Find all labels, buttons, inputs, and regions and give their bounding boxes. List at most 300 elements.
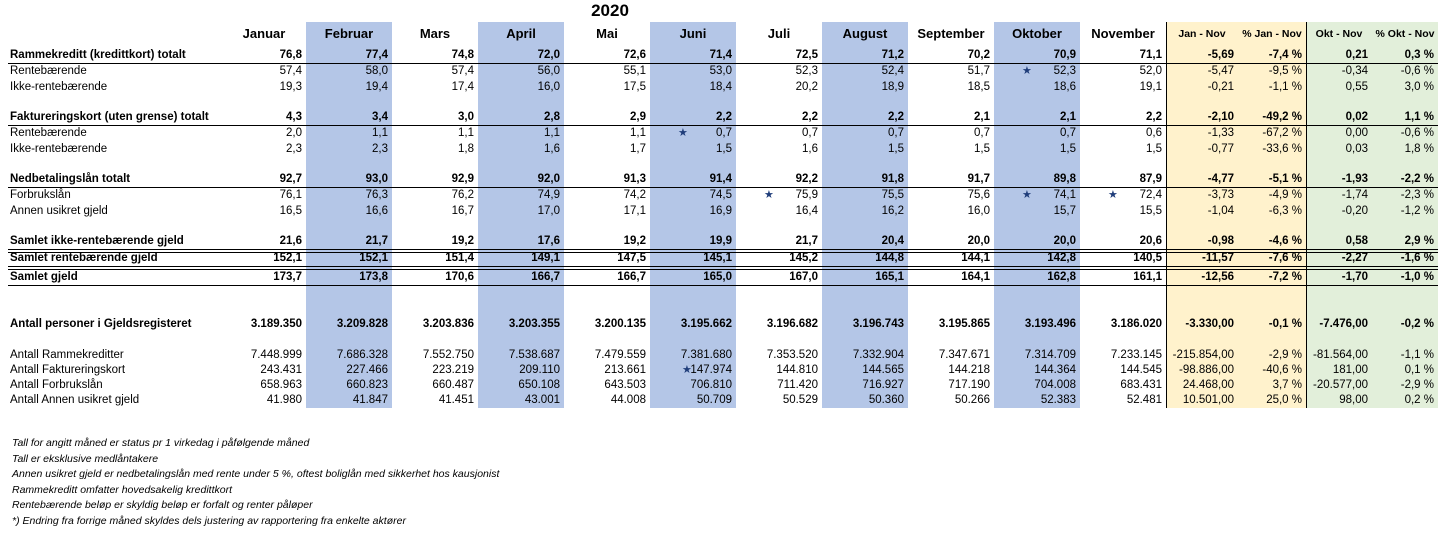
table-cell: 165,1 xyxy=(875,271,904,283)
table-cell: 7.347.671 xyxy=(938,349,990,361)
table-cell: -0,34 xyxy=(1341,65,1368,77)
table-cell: 72,4 xyxy=(1139,189,1162,201)
table-cell: 3.195.662 xyxy=(680,318,732,330)
table-cell: 56,0 xyxy=(537,65,560,77)
table-cell: 3.203.836 xyxy=(422,318,474,330)
table-cell: 16,0 xyxy=(537,81,560,93)
table-cell: 16,6 xyxy=(365,205,388,217)
table-cell: 3.203.355 xyxy=(508,318,560,330)
table-cell: 3.193.496 xyxy=(1024,318,1076,330)
table-cell: 643.503 xyxy=(604,379,646,391)
table-cell: 0,6 xyxy=(1146,127,1162,139)
table-cell: -3.330,00 xyxy=(1185,318,1234,330)
table-cell: 51,7 xyxy=(967,65,990,77)
table-cell: -1,70 xyxy=(1341,271,1368,283)
table-cell: 1,5 xyxy=(1146,143,1162,155)
table-cell: 1,1 % xyxy=(1404,111,1434,123)
table-cell: 167,0 xyxy=(789,271,818,283)
table-cell: 57,4 xyxy=(279,65,302,77)
table-cell: 3.186.020 xyxy=(1110,318,1162,330)
table-cell: 0,03 xyxy=(1345,143,1368,155)
footnote: *) Endring fra forrige måned skyldes dels justering av rapportering fra enkelte aktører xyxy=(12,514,406,527)
table-title: 2020 xyxy=(591,1,629,20)
table-cell: -7,6 % xyxy=(1268,252,1302,264)
table-cell: 16,7 xyxy=(451,205,474,217)
table-cell: 7.381.680 xyxy=(680,349,732,361)
table-cell: 3.209.828 xyxy=(336,318,388,330)
row-label: Nedbetalingslån totalt xyxy=(10,173,131,185)
table-cell: 173,8 xyxy=(359,271,388,283)
table-cell: 142,8 xyxy=(1047,252,1076,264)
table-cell: 3,7 % xyxy=(1272,379,1302,391)
table-cell: 227.466 xyxy=(346,364,388,376)
table-cell: 75,5 xyxy=(881,189,904,201)
table-cell: 3.196.682 xyxy=(766,318,818,330)
table-cell: 3.200.135 xyxy=(594,318,646,330)
table-cell: 72,5 xyxy=(795,49,818,61)
table-cell: 717.190 xyxy=(948,379,990,391)
table-cell: -7,4 % xyxy=(1268,49,1302,61)
table-cell: 145,2 xyxy=(789,252,818,264)
table-cell: 660.823 xyxy=(346,379,388,391)
table-cell: 0,1 % xyxy=(1404,364,1434,376)
table-cell: 92,7 xyxy=(279,173,302,185)
table-cell: 93,0 xyxy=(365,173,388,185)
row-label: Antall personer i Gjeldsregisteret xyxy=(10,318,192,330)
column-header: Mai xyxy=(596,26,618,41)
column-header: Januar xyxy=(242,26,286,41)
table-cell: 243.431 xyxy=(260,364,302,376)
table-cell: 19,1 xyxy=(1139,81,1162,93)
table-cell: 1,5 xyxy=(974,143,990,155)
table-cell: 18,5 xyxy=(967,81,990,93)
table-cell: 1,8 % xyxy=(1404,143,1434,155)
table-cell: -4,77 xyxy=(1207,173,1234,185)
table-cell: 7.538.687 xyxy=(508,349,560,361)
table-cell: -1,1 % xyxy=(1268,81,1302,93)
table-cell: 140,5 xyxy=(1133,252,1162,264)
table-cell: 52,3 xyxy=(795,65,818,77)
table-cell: 173,7 xyxy=(273,271,302,283)
table-cell: 0,7 xyxy=(888,127,904,139)
table-cell: 20,2 xyxy=(795,81,818,93)
row-label: Annen usikret gjeld xyxy=(10,205,108,217)
table-cell: 0,55 xyxy=(1345,81,1368,93)
table-cell: 52.481 xyxy=(1126,394,1162,406)
table-cell: 2,3 xyxy=(286,143,302,155)
table-cell: -67,2 % xyxy=(1262,127,1302,139)
table-cell: -4,6 % xyxy=(1268,235,1302,247)
table-cell: 0,7 xyxy=(716,127,732,139)
table-cell: 18,4 xyxy=(709,81,732,93)
table-cell: 19,2 xyxy=(451,235,474,247)
table-cell: 144.218 xyxy=(948,364,990,376)
table-cell: 91,7 xyxy=(967,173,990,185)
table-cell: 144,1 xyxy=(961,252,990,264)
table-cell: 20,0 xyxy=(1053,235,1076,247)
column-header: % Jan - Nov xyxy=(1242,28,1302,40)
table-cell: -2,3 % xyxy=(1400,189,1434,201)
table-cell: 0,7 xyxy=(802,127,818,139)
table-cell: 3,0 % xyxy=(1404,81,1434,93)
table-cell: 72,0 xyxy=(537,49,560,61)
star-icon: ★ xyxy=(678,127,688,139)
table-cell: 149,1 xyxy=(531,252,560,264)
table-cell: -215.854,00 xyxy=(1172,349,1234,361)
table-cell: 18,6 xyxy=(1053,81,1076,93)
table-cell: 213.661 xyxy=(604,364,646,376)
table-cell: -1,2 % xyxy=(1400,205,1434,217)
column-header: August xyxy=(842,26,888,41)
table-cell: 147.974 xyxy=(690,364,732,376)
table-cell: 7.353.520 xyxy=(766,349,818,361)
column-header: November xyxy=(1091,26,1155,41)
star-icon: ★ xyxy=(1022,65,1032,77)
table-cell: 144,8 xyxy=(875,252,904,264)
table-cell: 161,1 xyxy=(1133,271,1162,283)
table-cell: 7.233.145 xyxy=(1110,349,1162,361)
table-cell: 16,5 xyxy=(279,205,302,217)
table-cell: 19,9 xyxy=(709,235,732,247)
table-cell: -20.577,00 xyxy=(1313,379,1368,391)
table-cell: 76,8 xyxy=(279,49,302,61)
table-cell: 162,8 xyxy=(1047,271,1076,283)
column-header: Mars xyxy=(419,26,451,41)
table-cell: 165,0 xyxy=(703,271,732,283)
table-cell: -0,6 % xyxy=(1400,127,1434,139)
table-cell: 71,2 xyxy=(881,49,904,61)
table-cell: 57,4 xyxy=(451,65,474,77)
table-cell: -0,21 xyxy=(1207,81,1234,93)
table-cell: -4,9 % xyxy=(1268,189,1302,201)
table-cell: 24.468,00 xyxy=(1182,379,1234,391)
table-cell: 706.810 xyxy=(690,379,732,391)
table-cell: 74,8 xyxy=(451,49,474,61)
table-cell: 2,1 xyxy=(974,111,990,123)
footnote: Tall for angitt måned er status pr 1 virkedag i påfølgende måned xyxy=(12,437,310,449)
table-cell: -0,2 % xyxy=(1400,318,1434,330)
table-cell: 19,3 xyxy=(279,81,302,93)
table-cell: 74,9 xyxy=(537,189,560,201)
table-cell: -49,2 % xyxy=(1262,111,1302,123)
table-cell: 76,3 xyxy=(365,189,388,201)
table-cell: 152,1 xyxy=(273,252,302,264)
table-cell: 17,1 xyxy=(623,205,646,217)
table-cell: 2,3 xyxy=(372,143,388,155)
table-cell: 704.008 xyxy=(1034,379,1076,391)
row-label: Antall Rammekreditter xyxy=(10,349,124,361)
table-cell: 52,4 xyxy=(881,65,904,77)
table-cell: 223.219 xyxy=(432,364,474,376)
table-cell: 74,2 xyxy=(623,189,646,201)
table-cell: -33,6 % xyxy=(1262,143,1302,155)
table-cell: 2,1 xyxy=(1060,111,1076,123)
table-cell: 19,2 xyxy=(623,235,646,247)
table-cell: 166,7 xyxy=(531,271,560,283)
table-cell: -1,93 xyxy=(1341,173,1368,185)
table-cell: 0,58 xyxy=(1345,235,1368,247)
table-cell: -6,3 % xyxy=(1268,205,1302,217)
row-label: Antall Forbrukslån xyxy=(10,379,103,391)
table-cell: -2,9 % xyxy=(1400,379,1434,391)
table-cell: 1,5 xyxy=(888,143,904,155)
table-cell: 17,4 xyxy=(451,81,474,93)
table-cell: -2,2 % xyxy=(1400,173,1434,185)
table-cell: 25,0 % xyxy=(1266,394,1302,406)
table-cell: -0,77 xyxy=(1207,143,1234,155)
table-cell: 144.565 xyxy=(862,364,904,376)
table-cell: 15,7 xyxy=(1053,205,1076,217)
table-cell: 0,21 xyxy=(1345,49,1368,61)
table-cell: 144.364 xyxy=(1034,364,1076,376)
table-cell: -1,0 % xyxy=(1400,271,1434,283)
table-cell: 2,2 xyxy=(802,111,818,123)
table-cell: 0,00 xyxy=(1345,127,1368,139)
table-cell: 52,3 xyxy=(1053,65,1076,77)
table-cell: 181,00 xyxy=(1332,364,1368,376)
table-cell: 164,1 xyxy=(961,271,990,283)
table-cell: 44.008 xyxy=(610,394,646,406)
column-header: Okt - Nov xyxy=(1315,28,1363,40)
table-cell: 4,3 xyxy=(286,111,302,123)
table-cell: 7.479.559 xyxy=(594,349,646,361)
table-cell: 52,0 xyxy=(1139,65,1162,77)
row-label: Samlet ikke-rentebærende gjeld xyxy=(10,235,184,247)
table-cell: -7.476,00 xyxy=(1319,318,1368,330)
table-cell: 52.383 xyxy=(1040,394,1076,406)
table-cell: 7.686.328 xyxy=(336,349,388,361)
table-cell: -1,6 % xyxy=(1400,252,1434,264)
table-cell: 16,0 xyxy=(967,205,990,217)
table-cell: 72,6 xyxy=(623,49,646,61)
table-cell: 91,3 xyxy=(623,173,646,185)
table-cell: 3,4 xyxy=(372,111,388,123)
table-cell: 1,1 xyxy=(458,127,474,139)
table-cell: 75,6 xyxy=(967,189,990,201)
table-cell: -0,20 xyxy=(1341,205,1368,217)
table-cell: 0,3 % xyxy=(1404,49,1434,61)
star-icon: ★ xyxy=(764,189,774,201)
table-cell: 7.332.904 xyxy=(852,349,904,361)
table-cell: 716.927 xyxy=(862,379,904,391)
column-header: Juni xyxy=(679,26,707,41)
table-cell: 15,5 xyxy=(1139,205,1162,217)
table-cell: 77,4 xyxy=(365,49,388,61)
table-cell: 87,9 xyxy=(1139,173,1162,185)
row-label: Antall Faktureringskort xyxy=(10,364,126,376)
table-cell: 0,7 xyxy=(974,127,990,139)
table-cell: 16,4 xyxy=(795,205,818,217)
table-cell: 58,0 xyxy=(365,65,388,77)
table-cell: 50.709 xyxy=(696,394,732,406)
table-cell: 20,6 xyxy=(1139,235,1162,247)
table-cell: 71,1 xyxy=(1139,49,1162,61)
table-cell: -2,9 % xyxy=(1268,349,1302,361)
table-cell: 20,0 xyxy=(967,235,990,247)
table-cell: 98,00 xyxy=(1339,394,1368,406)
row-rule xyxy=(8,285,1438,286)
table-cell: 92,2 xyxy=(795,173,818,185)
column-header: % Okt - Nov xyxy=(1375,28,1435,40)
row-label: Rentebærende xyxy=(10,65,87,77)
table-cell: 7.552.750 xyxy=(422,349,474,361)
table-cell: 3,0 xyxy=(458,111,474,123)
table-cell: -98.886,00 xyxy=(1179,364,1234,376)
table-cell: 2,0 xyxy=(286,127,302,139)
table-cell: -11,57 xyxy=(1202,252,1234,264)
table-cell: -5,1 % xyxy=(1268,173,1302,185)
table-cell: 10.501,00 xyxy=(1182,394,1234,406)
row-label: Faktureringskort (uten grense) totalt xyxy=(10,111,209,123)
table-cell: 53,0 xyxy=(709,65,732,77)
footnotes xyxy=(12,436,499,529)
column-header: Februar xyxy=(324,26,374,41)
table-cell: -3,73 xyxy=(1207,189,1234,201)
table-cell: 41.451 xyxy=(438,394,474,406)
table-cell: 1,1 xyxy=(372,127,388,139)
table-cell: 7.314.709 xyxy=(1024,349,1076,361)
table-cell: 50.360 xyxy=(868,394,904,406)
table-cell: 711.420 xyxy=(777,379,818,391)
table-cell: 1,6 xyxy=(544,143,560,155)
table-cell: 2,2 xyxy=(716,111,732,123)
table-cell: 3.195.865 xyxy=(938,318,990,330)
table-cell: 70,9 xyxy=(1053,49,1076,61)
column-header: Juli xyxy=(767,26,791,41)
footnote: Rammekreditt omfatter hovedsakelig kredittkort xyxy=(12,483,233,496)
table-cell: 152,1 xyxy=(359,252,388,264)
table-cell: 21,7 xyxy=(365,235,388,247)
table-cell: 683.431 xyxy=(1120,379,1162,391)
table-cell: 144.810 xyxy=(776,364,818,376)
row-label: Antall Annen usikret gjeld xyxy=(10,394,140,406)
table-cell: 7.448.999 xyxy=(250,349,302,361)
table-cell: 1,5 xyxy=(1060,143,1076,155)
table-cell: 3.196.743 xyxy=(852,318,904,330)
table-cell: 147,5 xyxy=(617,252,646,264)
table-cell: 650.108 xyxy=(518,379,560,391)
row-label: Samlet rentebærende gjeld xyxy=(10,252,158,264)
table-cell: 91,8 xyxy=(881,173,904,185)
footnote: Rentebærende beløp er skyldig beløp er forfalt og renter påløper xyxy=(12,499,313,511)
table-cell: 21,6 xyxy=(279,235,302,247)
table-cell: -0,98 xyxy=(1207,235,1234,247)
table-cell: 1,1 xyxy=(544,127,560,139)
star-icon: ★ xyxy=(682,364,692,376)
table-cell: 2,2 xyxy=(888,111,904,123)
row-label: Rammekreditt (kredittkort) totalt xyxy=(10,49,186,61)
table-cell: -1,74 xyxy=(1341,189,1368,201)
column-header: Oktober xyxy=(1012,26,1062,41)
table-cell: -81.564,00 xyxy=(1313,349,1368,361)
row-label: Samlet gjeld xyxy=(10,271,78,283)
table-cell: -12,56 xyxy=(1201,271,1234,283)
table-cell: -5,69 xyxy=(1207,49,1234,61)
table-cell: 17,0 xyxy=(537,205,560,217)
table-cell: 166,7 xyxy=(617,271,646,283)
table-cell: 89,8 xyxy=(1053,173,1076,185)
star-icon: ★ xyxy=(1108,189,1118,201)
table-cell: 19,4 xyxy=(365,81,388,93)
table-cell: 145,1 xyxy=(703,252,732,264)
row-label: Ikke-rentebærende xyxy=(10,81,108,93)
table-cell: 2,9 xyxy=(630,111,646,123)
table-cell: 17,5 xyxy=(623,81,646,93)
table-cell: 1,8 xyxy=(458,143,474,155)
table-cell: 55,1 xyxy=(623,65,646,77)
column-header: Jan - Nov xyxy=(1178,28,1226,40)
table-cell: -5,47 xyxy=(1207,65,1234,77)
table-cell: 21,7 xyxy=(795,235,818,247)
table-cell: -1,33 xyxy=(1207,127,1234,139)
table-cell: 76,1 xyxy=(279,189,302,201)
table-cell: 16,9 xyxy=(709,205,732,217)
table-cell: 0,7 xyxy=(1060,127,1076,139)
star-icon: ★ xyxy=(1022,189,1032,201)
table-cell: 660.487 xyxy=(432,379,474,391)
footnote: Annen usikret gjeld er nedbetalingslån med rente under 5 %, oftest boliglån med sikkerhet hos kausjonist xyxy=(12,468,500,480)
table-cell: 170,6 xyxy=(445,271,474,283)
table-cell: 16,2 xyxy=(881,205,904,217)
table-cell: 2,9 % xyxy=(1404,235,1434,247)
column-header: April xyxy=(506,26,536,41)
table-cell: 91,4 xyxy=(709,173,732,185)
table-cell: 41.980 xyxy=(266,394,302,406)
table-cell: -2,10 xyxy=(1207,111,1234,123)
table-cell: 144.545 xyxy=(1120,364,1162,376)
table-cell: 20,4 xyxy=(881,235,904,247)
table-cell: -9,5 % xyxy=(1268,65,1302,77)
table-cell: 71,4 xyxy=(709,49,732,61)
table-cell: 0,02 xyxy=(1345,111,1368,123)
table-cell: 43.001 xyxy=(524,394,560,406)
footnote: Tall er eksklusive medlåntakere xyxy=(12,452,159,465)
table-cell: 17,6 xyxy=(537,235,560,247)
table-cell: 658.963 xyxy=(260,379,302,391)
table-cell: 151,4 xyxy=(445,252,474,264)
table-cell: 1,7 xyxy=(630,143,646,155)
column-header: September xyxy=(917,26,985,41)
table-cell: 50.266 xyxy=(954,394,990,406)
table-cell: -0,1 % xyxy=(1268,318,1302,330)
row-label: Rentebærende xyxy=(10,127,87,139)
table-cell: -1,04 xyxy=(1207,205,1234,217)
table-cell: -0,6 % xyxy=(1400,65,1434,77)
table-cell: 0,2 % xyxy=(1404,394,1434,406)
table-cell: 1,1 xyxy=(630,127,646,139)
table-cell: 76,2 xyxy=(451,189,474,201)
row-label: Ikke-rentebærende xyxy=(10,143,108,155)
table-cell: 70,2 xyxy=(967,49,990,61)
table-cell: 74,5 xyxy=(709,189,732,201)
table-cell: 92,0 xyxy=(537,173,560,185)
table-cell: 50.529 xyxy=(782,394,818,406)
table-cell: 92,9 xyxy=(451,173,474,185)
table-cell: 2,8 xyxy=(544,111,560,123)
table-cell: 74,1 xyxy=(1053,189,1076,201)
table-cell: -1,1 % xyxy=(1400,349,1434,361)
table-cell: 1,6 xyxy=(802,143,818,155)
table-cell: 75,9 xyxy=(795,189,818,201)
table-cell: -2,27 xyxy=(1341,252,1368,264)
table-cell: 2,2 xyxy=(1146,111,1162,123)
row-label: Forbrukslån xyxy=(10,189,71,201)
table-cell: 209.110 xyxy=(519,364,560,376)
table-cell: -40,6 % xyxy=(1262,364,1302,376)
table-cell: -7,2 % xyxy=(1268,271,1302,283)
table-cell: 1,5 xyxy=(716,143,732,155)
table-cell: 41.847 xyxy=(352,394,388,406)
